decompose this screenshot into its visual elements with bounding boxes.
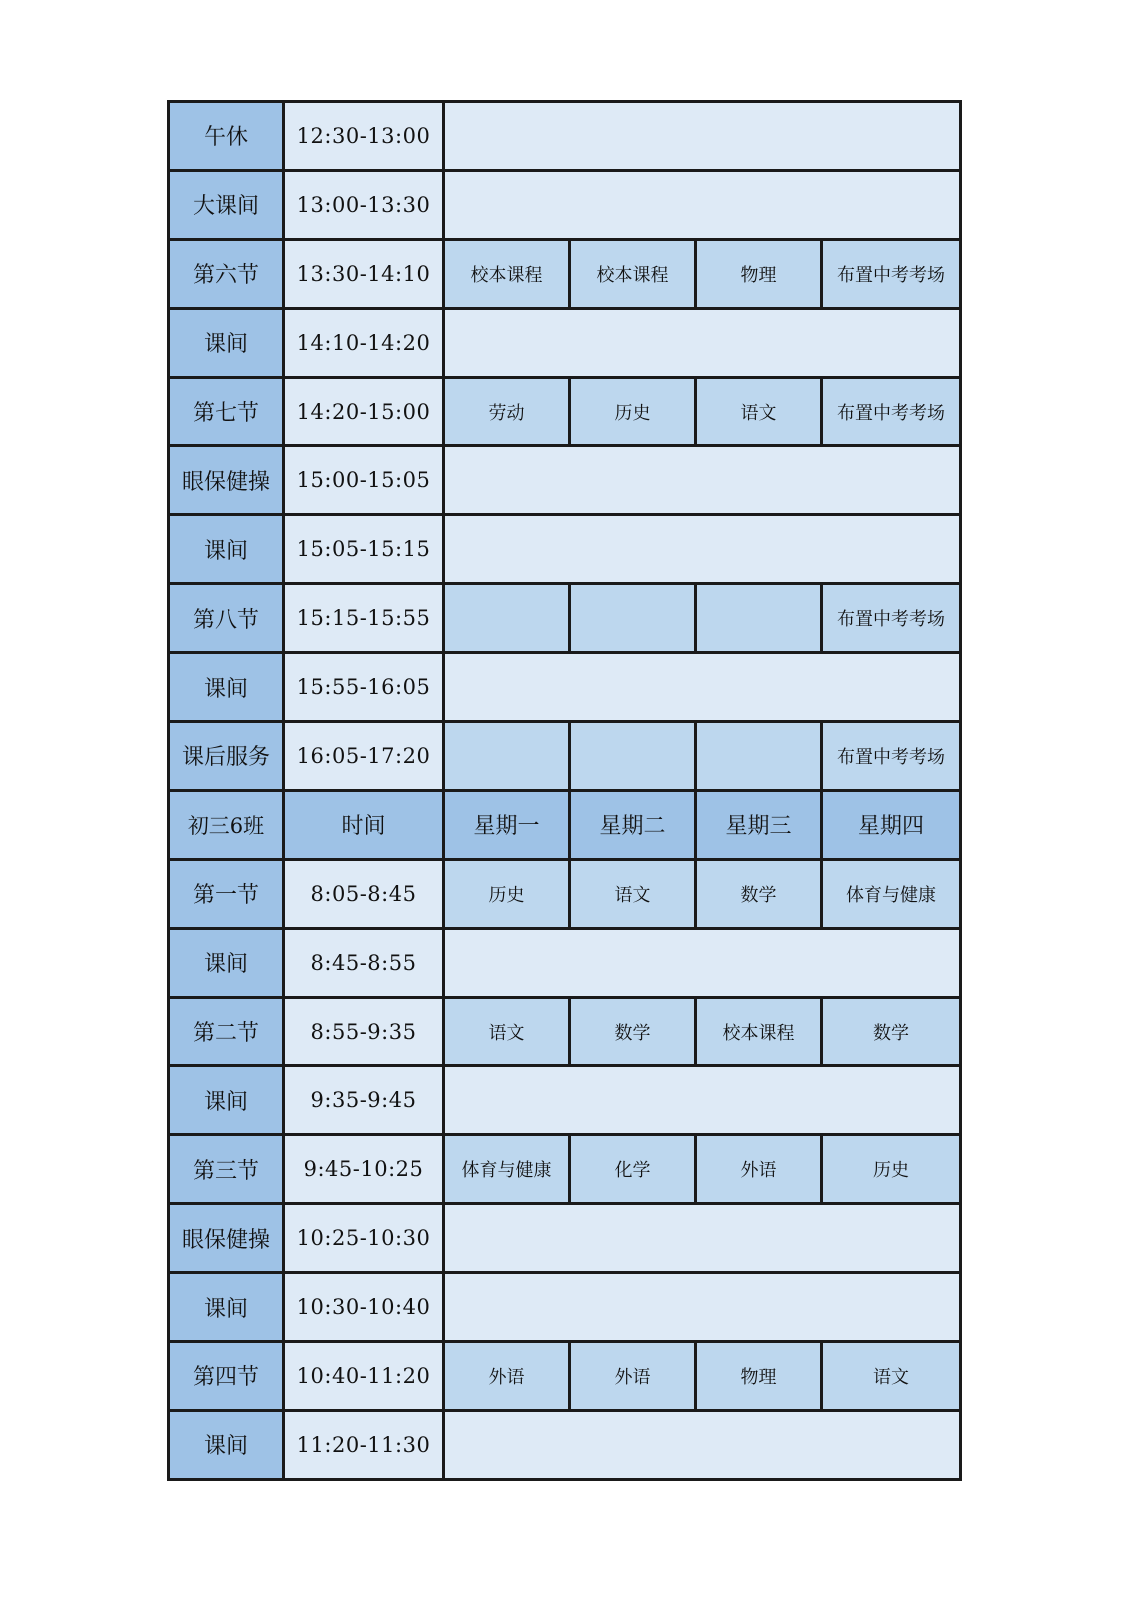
period-label: 午休 xyxy=(169,102,284,171)
course-cell: 外语 xyxy=(696,1135,822,1204)
schedule-row xyxy=(169,1066,961,1135)
day-header: 星期二 xyxy=(570,790,696,859)
period-label: 眼保健操 xyxy=(169,1204,284,1273)
course-cell: 校本课程 xyxy=(696,997,822,1066)
class-name: 初三6班 xyxy=(169,790,284,859)
break-span-cell xyxy=(444,1066,961,1135)
schedule-row xyxy=(169,1273,961,1342)
course-cell xyxy=(696,584,822,653)
schedule-row xyxy=(169,584,961,653)
course-cell: 布置中考考场 xyxy=(822,722,961,791)
course-cell: 校本课程 xyxy=(444,239,570,308)
schedule-row xyxy=(169,1410,961,1479)
period-label: 课间 xyxy=(169,928,284,997)
course-cell: 体育与健康 xyxy=(822,859,961,928)
schedule-row xyxy=(169,1135,961,1204)
course-cell: 语文 xyxy=(822,1342,961,1411)
period-label: 课间 xyxy=(169,515,284,584)
day-header: 星期四 xyxy=(822,790,961,859)
schedule-row xyxy=(169,308,961,377)
class-schedule-table xyxy=(167,100,962,1481)
time-column-header: 时间 xyxy=(284,790,444,859)
period-time: 9:45-10:25 xyxy=(284,1135,444,1204)
course-cell: 化学 xyxy=(570,1135,696,1204)
period-time: 13:00-13:30 xyxy=(284,170,444,239)
schedule-row xyxy=(169,928,961,997)
period-time: 9:35-9:45 xyxy=(284,1066,444,1135)
day-header: 星期三 xyxy=(696,790,822,859)
period-label: 眼保健操 xyxy=(169,446,284,515)
schedule-row xyxy=(169,515,961,584)
course-cell: 语文 xyxy=(570,859,696,928)
course-cell xyxy=(570,722,696,791)
period-time: 14:10-14:20 xyxy=(284,308,444,377)
period-time: 10:40-11:20 xyxy=(284,1342,444,1411)
period-label: 第二节 xyxy=(169,997,284,1066)
day-header: 星期一 xyxy=(444,790,570,859)
period-time: 12:30-13:00 xyxy=(284,102,444,171)
period-label: 课间 xyxy=(169,653,284,722)
schedule-row xyxy=(169,446,961,515)
period-time: 10:25-10:30 xyxy=(284,1204,444,1273)
break-span-cell xyxy=(444,308,961,377)
period-label: 课间 xyxy=(169,308,284,377)
period-time: 15:00-15:05 xyxy=(284,446,444,515)
course-cell: 物理 xyxy=(696,1342,822,1411)
course-cell: 体育与健康 xyxy=(444,1135,570,1204)
course-cell: 历史 xyxy=(444,859,570,928)
period-time: 14:20-15:00 xyxy=(284,377,444,446)
break-span-cell xyxy=(444,1273,961,1342)
break-span-cell xyxy=(444,170,961,239)
period-label: 第三节 xyxy=(169,1135,284,1204)
schedule-row xyxy=(169,997,961,1066)
course-cell: 布置中考考场 xyxy=(822,377,961,446)
course-cell xyxy=(444,584,570,653)
schedule-row xyxy=(169,1204,961,1273)
period-label: 第八节 xyxy=(169,584,284,653)
schedule-row xyxy=(169,170,961,239)
period-label: 第七节 xyxy=(169,377,284,446)
course-cell: 历史 xyxy=(822,1135,961,1204)
period-label: 第六节 xyxy=(169,239,284,308)
course-cell xyxy=(696,722,822,791)
period-time: 11:20-11:30 xyxy=(284,1410,444,1479)
course-cell: 数学 xyxy=(570,997,696,1066)
schedule-row xyxy=(169,102,961,171)
course-cell: 物理 xyxy=(696,239,822,308)
period-time: 10:30-10:40 xyxy=(284,1273,444,1342)
period-time: 13:30-14:10 xyxy=(284,239,444,308)
schedule-row xyxy=(169,239,961,308)
period-time: 16:05-17:20 xyxy=(284,722,444,791)
period-time: 8:05-8:45 xyxy=(284,859,444,928)
break-span-cell xyxy=(444,446,961,515)
break-span-cell xyxy=(444,102,961,171)
course-cell: 劳动 xyxy=(444,377,570,446)
course-cell: 外语 xyxy=(570,1342,696,1411)
course-cell: 语文 xyxy=(696,377,822,446)
course-cell: 语文 xyxy=(444,997,570,1066)
break-span-cell xyxy=(444,928,961,997)
break-span-cell xyxy=(444,1410,961,1479)
period-label: 第四节 xyxy=(169,1342,284,1411)
period-label: 课后服务 xyxy=(169,722,284,791)
period-time: 15:55-16:05 xyxy=(284,653,444,722)
break-span-cell xyxy=(444,653,961,722)
break-span-cell xyxy=(444,515,961,584)
period-label: 课间 xyxy=(169,1273,284,1342)
course-cell: 布置中考考场 xyxy=(822,584,961,653)
period-label: 第一节 xyxy=(169,859,284,928)
schedule-row xyxy=(169,722,961,791)
course-cell xyxy=(444,722,570,791)
period-label: 课间 xyxy=(169,1066,284,1135)
schedule-row xyxy=(169,1342,961,1411)
period-time: 8:45-8:55 xyxy=(284,928,444,997)
course-cell: 布置中考考场 xyxy=(822,239,961,308)
course-cell: 数学 xyxy=(696,859,822,928)
break-span-cell xyxy=(444,1204,961,1273)
schedule-row xyxy=(169,859,961,928)
course-cell: 外语 xyxy=(444,1342,570,1411)
period-time: 15:15-15:55 xyxy=(284,584,444,653)
course-cell: 历史 xyxy=(570,377,696,446)
schedule-row xyxy=(169,377,961,446)
period-time: 8:55-9:35 xyxy=(284,997,444,1066)
period-time: 15:05-15:15 xyxy=(284,515,444,584)
course-cell xyxy=(570,584,696,653)
course-cell: 校本课程 xyxy=(570,239,696,308)
header-row xyxy=(169,790,961,859)
course-cell: 数学 xyxy=(822,997,961,1066)
period-label: 大课间 xyxy=(169,170,284,239)
period-label: 课间 xyxy=(169,1410,284,1479)
schedule-row xyxy=(169,653,961,722)
